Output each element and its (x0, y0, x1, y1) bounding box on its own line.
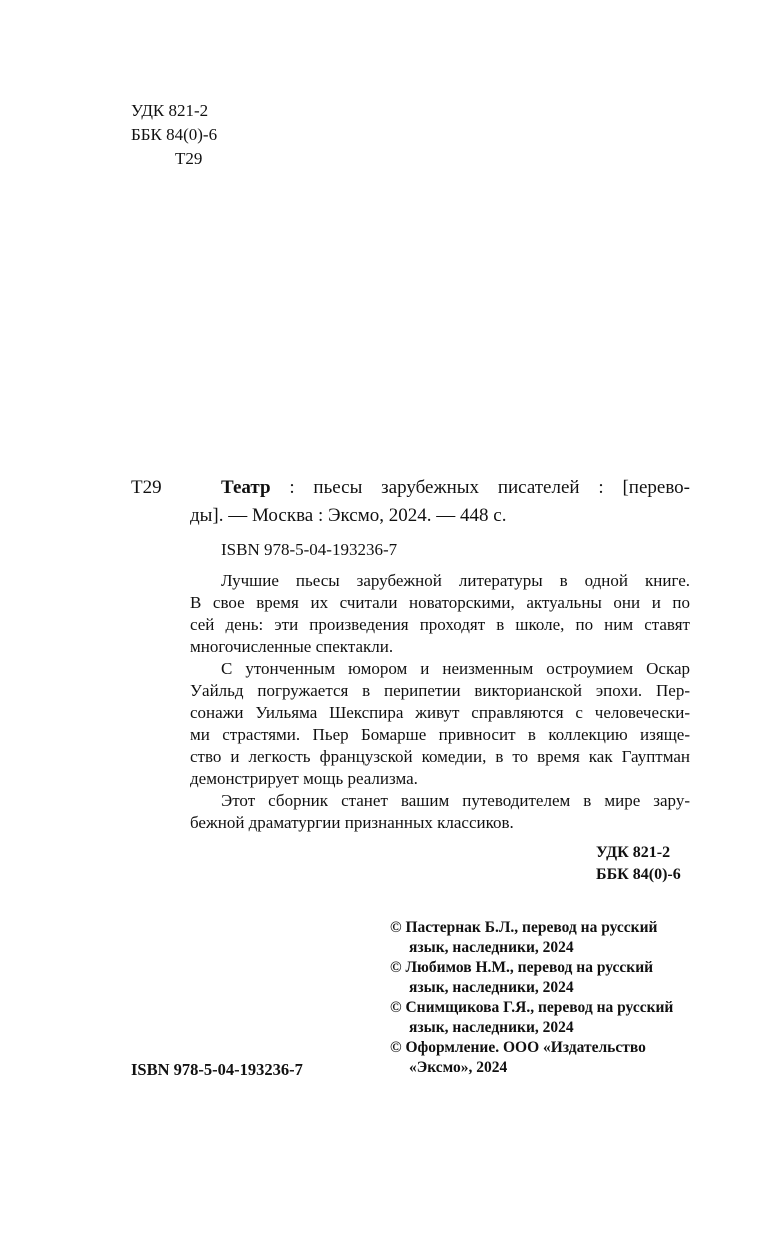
copyright-notice (390, 958, 700, 998)
classification-bottom (596, 842, 681, 886)
book-title: Театр (221, 477, 271, 498)
annotation-line: Лучшие пьесы зарубежной литературы в одной книге. (221, 571, 690, 590)
annotation-line: В свое время их считали новаторскими, актуальны они и по (190, 593, 690, 612)
annotation-line: Уайльд погружается в перипетии викторианской эпохи. Пер- (190, 681, 690, 700)
biblio-line-1-rest: : пьесы зарубежных писателей : [перево- (270, 477, 690, 498)
copyright-notices (390, 918, 700, 1078)
copyright-line: © Оформление. ООО «Издательство (390, 1039, 646, 1056)
annotation-paragraph-2 (190, 658, 690, 790)
annotation-paragraph-3 (190, 790, 690, 834)
annotation (190, 570, 690, 834)
copyright-line: язык, наследники, 2024 (409, 939, 574, 956)
biblio-line-2: ды]. — Москва : Эксмо, 2024. — 448 с. (190, 505, 507, 526)
udk-code: УДК 821-2 (131, 101, 209, 120)
bbk-code: ББК 84(0)-6 (131, 125, 218, 144)
bibliographic-entry (190, 474, 690, 530)
annotation-line: ство и легкость французской комедии, в то время как Гауптман (190, 747, 690, 766)
author-mark: Т29 (131, 477, 162, 498)
annotation-line: ми страстями. Пьер Бомарше привносит в коллекцию изяще- (190, 725, 690, 744)
copyright-notice (390, 1038, 700, 1078)
copyright-line: «Эксмо», 2024 (409, 1059, 508, 1076)
annotation-line: сей день: эти произведения проходят в школе, по ним ставят (190, 615, 690, 634)
copyright-line: © Снимщикова Г.Я., перевод на русский (390, 999, 674, 1016)
annotation-line: С утонченным юмором и неизменным остроумием Оскар (221, 659, 690, 678)
copyright-line: © Любимов Н.М., перевод на русский (390, 959, 654, 976)
bbk-code-bottom: ББК 84(0)-6 (596, 866, 681, 883)
udk-code-bottom: УДК 821-2 (596, 844, 671, 861)
biblio-line-1 (190, 474, 690, 502)
author-mark-top: Т29 (175, 149, 203, 168)
annotation-line: сонажи Уильяма Шекспира живут справляются с человечески- (190, 703, 690, 722)
annotation-line: многочисленные спектакли. (190, 637, 394, 656)
isbn-bottom: ISBN 978-5-04-193236-7 (131, 1060, 303, 1079)
isbn-entry: ISBN 978-5-04-193236-7 (221, 540, 398, 559)
classification-top (131, 99, 217, 171)
copyright-line: язык, наследники, 2024 (409, 979, 574, 996)
copyright-line: язык, наследники, 2024 (409, 1019, 574, 1036)
copyright-notice (390, 918, 700, 958)
copyright-line: © Пастернак Б.Л., перевод на русский (390, 919, 658, 936)
copyright-notice (390, 998, 700, 1038)
annotation-paragraph-1 (190, 570, 690, 658)
annotation-line: бежной драматургии признанных классиков. (190, 813, 514, 832)
annotation-line: Этот сборник станет вашим путеводителем в мире зару- (221, 791, 690, 810)
annotation-line: демонстрирует мощь реализма. (190, 769, 418, 788)
